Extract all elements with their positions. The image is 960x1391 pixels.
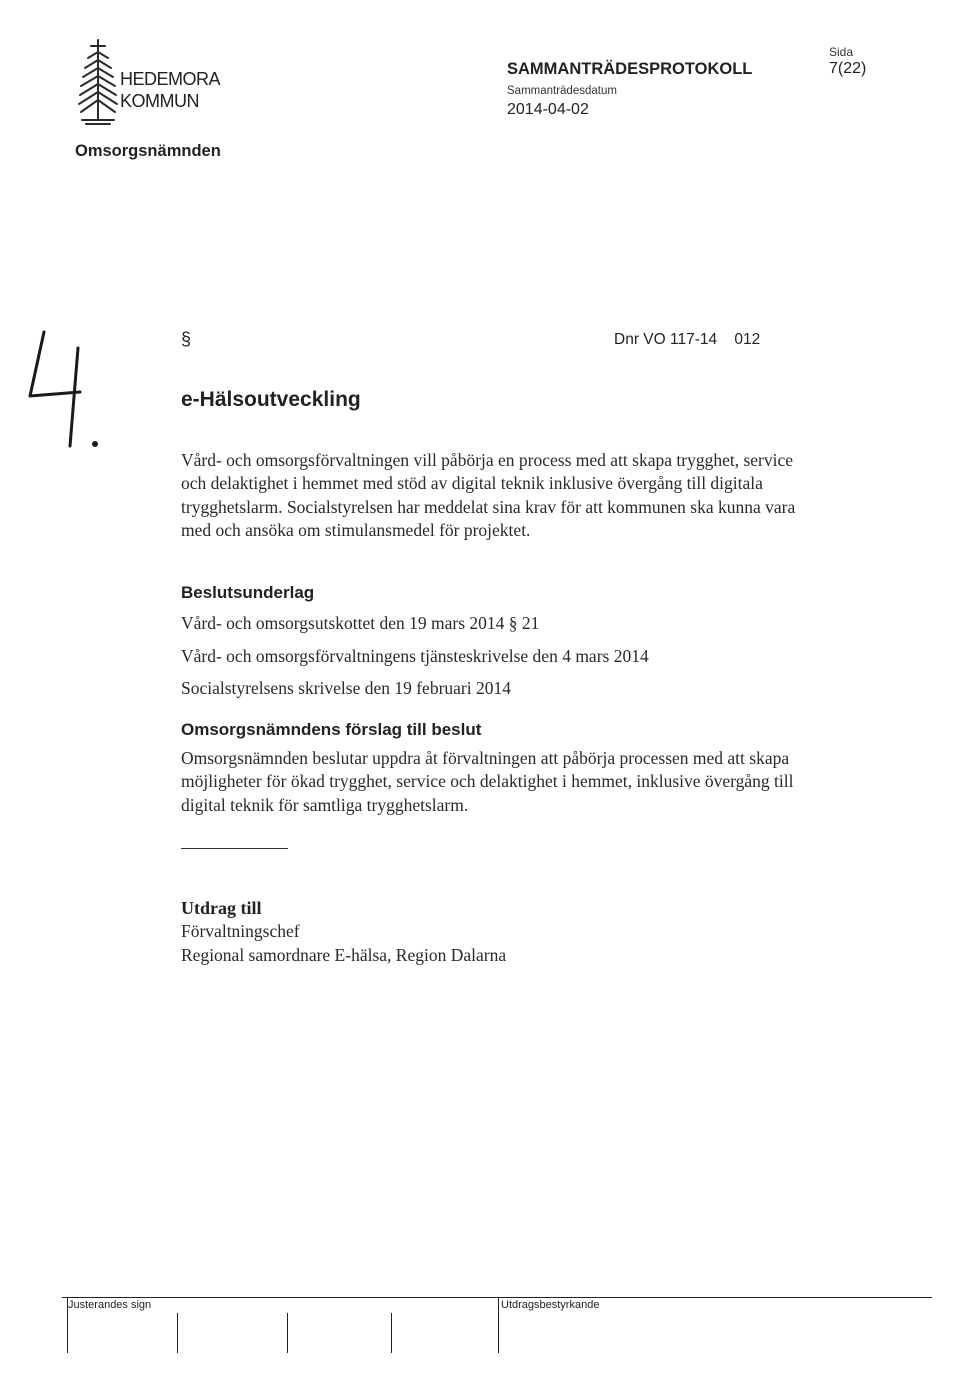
footer-divider: [62, 1297, 932, 1298]
pine-tree-icon: [76, 38, 120, 128]
extract-heading: Utdrag till: [181, 898, 262, 918]
page-number: 7(22): [829, 60, 867, 77]
item-title: e-Hälsoutveckling: [181, 388, 361, 411]
extract-recipient: Regional samordnare E-hälsa, Region Dalarna: [181, 945, 507, 965]
protocol-title: SAMMANTRÄDESPROTOKOLL: [507, 60, 753, 78]
proposal-heading: Omsorgsnämndens förslag till beslut: [181, 720, 482, 739]
signature-box-divider: [287, 1313, 288, 1353]
extract-recipient: Förvaltningschef: [181, 921, 300, 941]
meeting-date-label: Sammanträdesdatum: [507, 85, 617, 97]
logo-text-line1: HEDEMORA: [120, 69, 221, 89]
certifier-label: Utdragsbestyrkande: [501, 1299, 600, 1311]
decision-basis-item: Vård- och omsorgsutskottet den 19 mars 2014 § 21: [181, 613, 540, 633]
diary-number: Dnr VO 117-14 012: [614, 331, 761, 348]
signature-box-divider: [498, 1297, 499, 1353]
page-label: Sida: [829, 45, 854, 59]
adjusters-sign-label: Justerandes sign: [68, 1299, 152, 1311]
decision-basis-item: Vård- och omsorgsförvaltningens tjänsteskrivelse den 4 mars 2014: [181, 646, 649, 666]
signature-box-divider: [67, 1297, 68, 1353]
signature-box-divider: [391, 1313, 392, 1353]
separator-line: [181, 848, 288, 849]
municipality-logo: [76, 38, 251, 128]
section-sign: §: [181, 329, 192, 349]
intro-paragraph: Vård- och omsorgsförvaltningen vill påbörja en process med att skapa trygghet, service och delaktighet i hemmet med stöd av digital teknik inklusive övergång till digitala trygghetslarm. Socialstyrelsen har meddelat sina krav för att kommunen ska kunna vara med och ansöka om stimulansmedel för projektet.: [181, 450, 796, 540]
logo-text-line2: KOMMUN: [120, 91, 199, 111]
committee-name: Omsorgsnämnden: [75, 142, 221, 160]
proposal-text: Omsorgsnämnden beslutar uppdra åt förvaltningen att påbörja processen med att skapa möjligheter för ökad trygghet, service och delaktighet i hemmet, inklusive övergång till digital teknik för samtliga trygghetslarm.: [181, 748, 794, 815]
decision-basis-heading: Beslutsunderlag: [181, 583, 315, 602]
signature-box-divider: [177, 1313, 178, 1353]
handwritten-item-number: [8, 318, 118, 478]
meeting-date: 2014-04-02: [507, 101, 589, 118]
decision-basis-item: Socialstyrelsens skrivelse den 19 februari 2014: [181, 678, 511, 698]
